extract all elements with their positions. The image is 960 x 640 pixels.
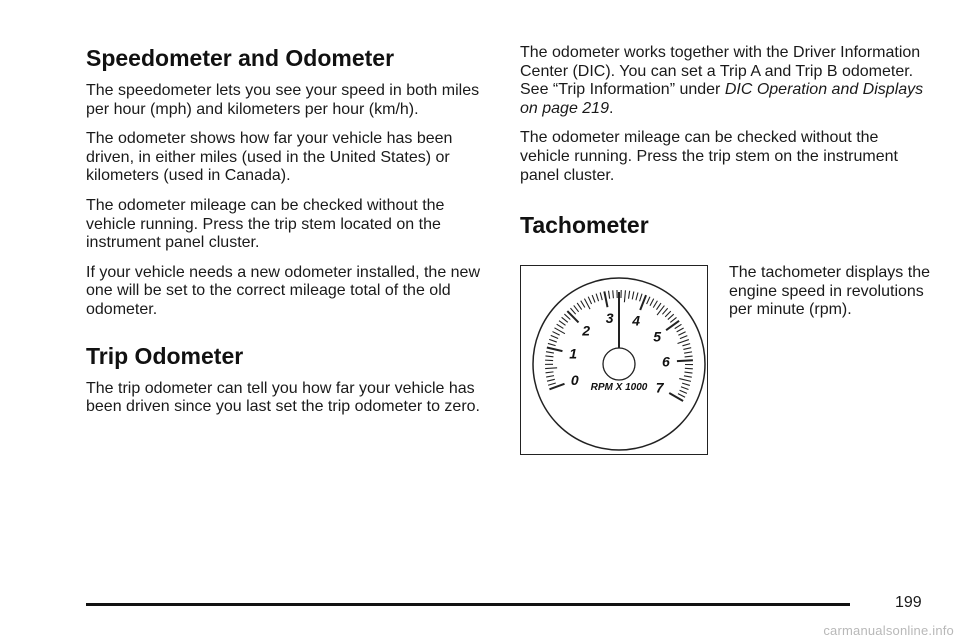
gauge-tick	[545, 356, 553, 357]
gauge-tick	[682, 344, 690, 346]
dic-text: The odometer works together with the Driver Information Center (DIC). You can set a Trip A and Trip B odometer. See “Trip Information” under	[520, 44, 921, 99]
heading-speedometer-odometer: Speedometer and Odometer	[86, 45, 395, 71]
gauge-number: 7	[655, 379, 664, 396]
gauge-tick	[681, 387, 689, 390]
gauge-tick	[680, 336, 687, 339]
gauge-tick	[592, 295, 595, 302]
paragraph-odometer-check: The odometer mileage can be checked without the vehicle running. Press the trip stem located on the instrument panel cluster.	[86, 196, 445, 252]
watermark: carmanualsonline.info	[823, 623, 954, 638]
gauge-number: 3	[605, 310, 614, 327]
gauge-tick	[548, 383, 556, 385]
tachometer-gauge	[521, 266, 706, 453]
gauge-number: 2	[582, 322, 591, 339]
paragraph-dic	[520, 44, 932, 118]
gauge-tick	[581, 301, 585, 308]
gauge-tick	[570, 308, 575, 314]
gauge-tick	[545, 368, 557, 369]
gauge-tick	[679, 379, 691, 382]
tachometer-description	[729, 264, 934, 331]
gauge-tick	[678, 340, 689, 344]
gauge-number: 6	[662, 353, 670, 370]
gauge-tick	[557, 324, 564, 328]
gauge-tick	[684, 352, 692, 353]
gauge-tick	[677, 360, 693, 361]
gauge-tick	[562, 317, 568, 322]
gauge-tick	[574, 306, 579, 312]
heading-trip-odometer: Trip Odometer	[86, 342, 244, 369]
gauge-tick	[552, 332, 559, 336]
gauge-tick	[546, 352, 554, 353]
gauge-tick	[636, 293, 638, 301]
gauge-tick	[670, 318, 676, 323]
gauge-tick	[647, 297, 650, 304]
gauge-tick	[666, 321, 679, 330]
gauge-tick	[650, 299, 654, 306]
gauge-tick	[588, 297, 591, 304]
gauge-tick	[551, 336, 558, 339]
gauge-tick	[600, 293, 602, 301]
gauge-tick	[564, 314, 570, 319]
gauge-tick	[624, 290, 625, 302]
dic-text-end: .	[608, 99, 614, 117]
gauge-tick	[577, 303, 582, 310]
gauge-tick	[677, 328, 684, 332]
gauge-tick	[584, 299, 590, 310]
gauge-number: 4	[632, 312, 641, 329]
paragraph-trip-odometer: The trip odometer can tell you how far your vehicle has been driven since you last set the trip odometer to zero.	[86, 379, 480, 416]
gauge-tick	[546, 376, 554, 377]
gauge-tick	[683, 348, 691, 350]
gauge-tick	[547, 348, 563, 352]
gauge-tick	[685, 356, 693, 357]
left-column	[86, 44, 494, 428]
paragraph-odometer-replacement: If your vehicle needs a new odometer installed, the new one will be set to the correct mileage total of the old odometer.	[86, 263, 481, 318]
gauge-tick	[596, 294, 598, 302]
tachometer-illustration	[520, 265, 708, 455]
gauge-tick	[685, 368, 693, 369]
gauge-tick	[547, 379, 555, 381]
gauge-tick	[678, 394, 685, 398]
gauge-tick	[604, 292, 607, 308]
gauge-tick	[675, 324, 682, 328]
gauge-tick	[653, 301, 657, 308]
gauge-tick	[665, 311, 671, 317]
page-number: 199	[895, 594, 922, 611]
gauge-tick	[668, 314, 674, 319]
gauge-tick	[640, 294, 642, 302]
gauge-tick	[684, 376, 692, 377]
gauge-number: 5	[653, 328, 662, 345]
gauge-tick	[609, 291, 610, 299]
gauge-unit-label: RPM X 1000	[590, 382, 648, 394]
paragraph-speedometer: The speedometer lets you see your speed in both miles per hour (mph) and kilometers per hour (km/h).	[86, 82, 480, 118]
paragraph-odometer-distance: The odometer shows how far your vehicle has been driven, in either miles (used in the United States) or kilometers (used in Canada).	[86, 130, 453, 185]
gauge-number: 1	[569, 345, 578, 362]
heading-tachometer: Tachometer	[520, 212, 649, 239]
gauge-tick	[567, 311, 578, 322]
gauge-tick	[632, 292, 634, 300]
gauge-tick	[678, 332, 685, 335]
gauge-tick	[685, 372, 693, 373]
right-column	[520, 44, 932, 449]
tachometer-section	[520, 249, 932, 449]
gauge-tick	[669, 393, 683, 401]
gauge-tick	[546, 372, 554, 373]
gauge-number: 0	[570, 372, 579, 389]
gauge-tick	[656, 303, 661, 310]
gauge-tick	[682, 383, 690, 385]
gauge-tick	[548, 344, 556, 346]
gauge-tick	[680, 390, 687, 393]
paragraph-tachometer: The tachometer displays the engine speed in revolutions per minute (rpm).	[729, 264, 930, 319]
gauge-tick	[549, 340, 557, 343]
gauge-tick	[629, 291, 630, 299]
gauge-hub	[603, 348, 635, 380]
dic-page-reference[interactable]: DIC Operation and Displays on page 219	[520, 81, 924, 117]
gauge-tick	[613, 290, 614, 298]
paragraph-odometer-check-right: The odometer mileage can be checked without the vehicle running. Press the trip stem on the instrument panel cluster.	[520, 129, 898, 184]
footer-rule	[86, 603, 850, 606]
gauge-tick	[559, 321, 565, 326]
gauge-tick	[662, 308, 667, 314]
